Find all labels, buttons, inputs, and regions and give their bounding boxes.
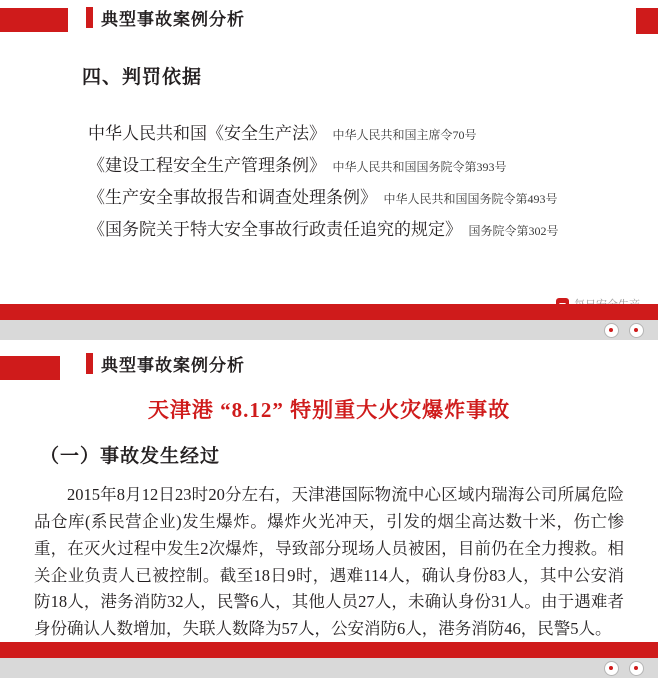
law-note: 中华人民共和国国务院令第393号 [332,159,507,174]
law-title: 《建设工程安全生产管理条例》 [88,155,326,175]
header-red-block-right [636,8,658,34]
slide1-header-band [0,0,658,40]
law-title: 中华人民共和国《安全生产法》 [88,124,326,143]
law-item [88,187,658,210]
slide1-header-title: 典型事故案例分析 [101,10,245,29]
slide1-footer-band [0,304,658,340]
footer-dot-icon [604,661,619,676]
footer-dots [604,661,644,676]
slide2-header-title-wrap [86,351,245,376]
slide2-header-band [0,346,658,388]
footer-red-bar [0,304,658,320]
footer-dots [604,323,644,338]
law-note: 中华人民共和国国务院令第493号 [383,191,558,206]
law-note: 国务院令第302号 [468,223,559,238]
law-item [88,123,658,146]
law-reference-list [88,123,658,242]
header-red-block-left [0,356,60,380]
header-red-block-left [0,8,68,32]
accident-paragraph: 2015年8月12日23时20分左右，天津港国际物流中心区域内瑞海公司所属危险品仓库(系民营企业)发生爆炸。爆炸火光冲天，引发的烟尘高达数十米，伤亡惨重，在灭火过程中发生2次爆炸，导致部分现场人员被困，目前仍在全力搜救。相关企业负责人已被控制。截至18日9时，遇难114人，确认身份83人，其中公安消防18人，港务消防32人，民警6人，其他人员27人，未确认身份31人。由于遇难者身份确认人数增加，失联人数降为57人，公安消防6人，港务消防46，民警5人。 [34,485,624,639]
header-tick-icon [86,353,93,374]
slide-tianjin-accident [0,340,658,678]
footer-grey-bar [0,658,658,678]
law-item [88,219,658,242]
footer-dot-icon [604,323,619,338]
footer-grey-bar [0,320,658,340]
footer-dot-icon [629,661,644,676]
law-title: 《国务院关于特大安全事故行政责任追究的规定》 [88,219,462,239]
accident-title: 天津港 “8.12” 特别重大火灾爆炸事故 [147,398,511,422]
slide1-header-title-wrap [86,5,245,30]
slide2-footer-band [0,642,658,678]
section-heading: 四、判罚依据 [82,67,203,88]
slide2-header-title: 典型事故案例分析 [101,356,245,375]
accident-subtitle: （一）事故发生经过 [40,446,221,468]
footer-dot-icon [629,323,644,338]
law-title: 《生产安全事故报告和调查处理条例》 [88,187,377,207]
law-note: 中华人民共和国主席令70号 [332,128,477,142]
footer-red-bar [0,642,658,658]
law-item [88,155,658,178]
header-tick-icon [86,7,93,28]
